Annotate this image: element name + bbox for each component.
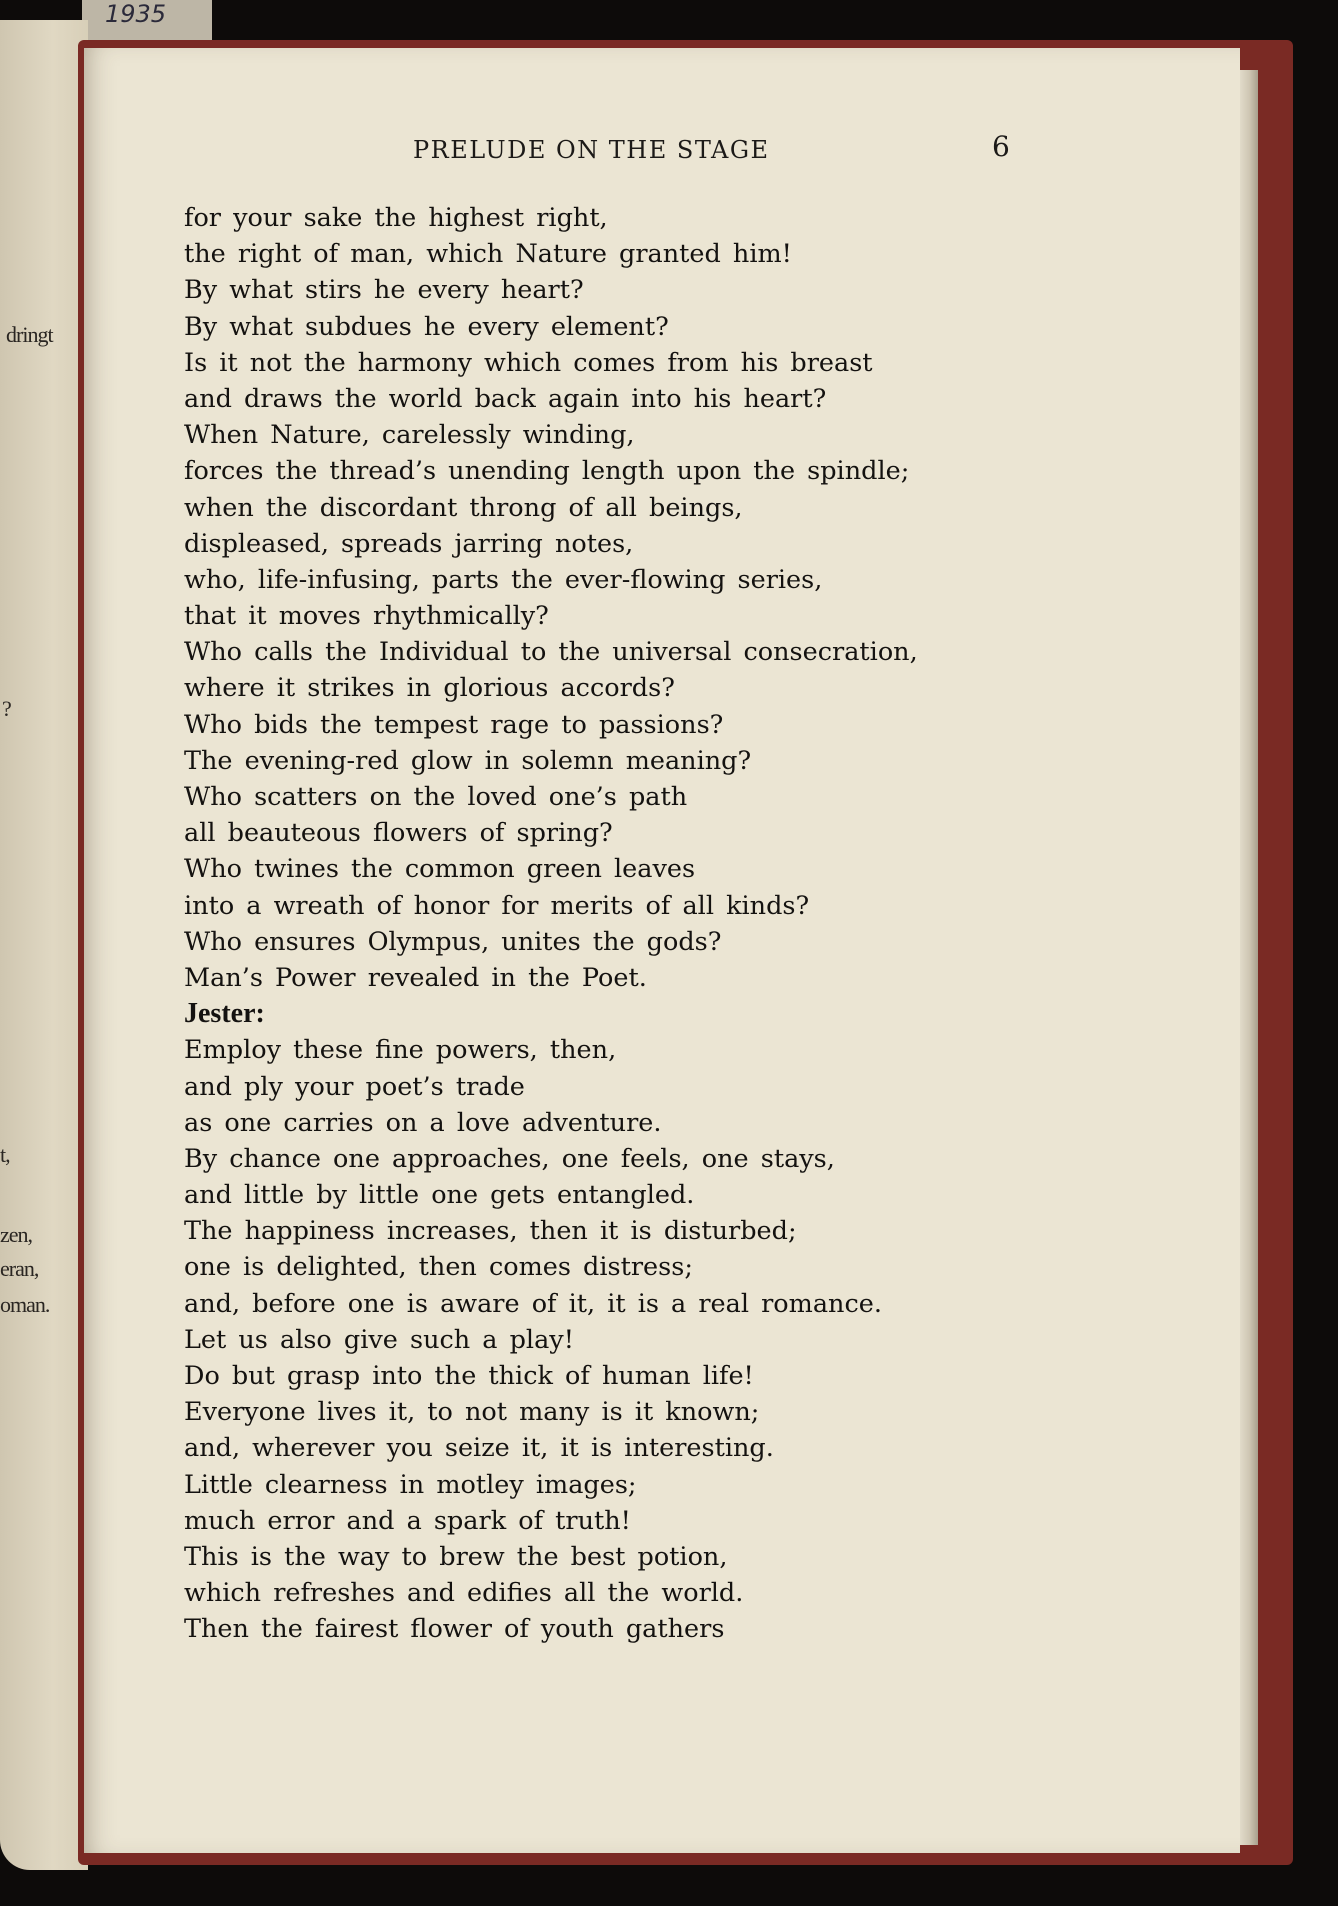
text-line: and ply your poet’s trade — [184, 1071, 525, 1102]
left-page-fragment: eran, — [0, 1256, 39, 1281]
text-line: Everyone lives it, to not many is it known; — [184, 1397, 760, 1428]
text-line: where it strikes in glorious accords? — [184, 673, 675, 704]
text-line: By what stirs he every heart? — [184, 275, 584, 306]
text-line: forces the thread’s unending length upon the spindle; — [184, 456, 910, 487]
text-line: displeased, spreads jarring notes, — [184, 528, 634, 559]
text-line: Let us also give such a play! — [184, 1324, 574, 1355]
left-page-fragment: dringt — [6, 322, 53, 347]
text-line: Who twines the common green leaves — [184, 854, 696, 885]
text-line: into a wreath of honor for merits of all kinds? — [184, 890, 810, 921]
poem-text — [184, 200, 1184, 1648]
text-line: that it moves rhythmically? — [184, 601, 549, 632]
page-number: 6 — [992, 130, 1010, 163]
text-line: for your sake the highest right, — [184, 203, 608, 233]
text-line: who, life-infusing, parts the ever-flowing series, — [184, 564, 823, 595]
text-line: which refreshes and edifies all the world. — [184, 1578, 744, 1609]
text-line: By what subdues he every element? — [184, 311, 669, 342]
text-line: Then the fairest flower of youth gathers — [184, 1614, 725, 1645]
text-line: The happiness increases, then it is disturbed; — [184, 1216, 797, 1247]
text-line: By chance one approaches, one feels, one stays, — [184, 1143, 835, 1174]
left-page-fragment: zen, — [0, 1222, 33, 1247]
text-line: one is delighted, then comes distress; — [184, 1252, 693, 1283]
text-line: all beauteous flowers of spring? — [184, 818, 613, 849]
left-facing-page — [0, 20, 88, 1870]
text-line: When Nature, carelessly winding, — [184, 420, 635, 451]
text-line: and, wherever you seize it, it is interesting. — [184, 1433, 774, 1464]
text-line: Who ensures Olympus, unites the gods? — [184, 926, 722, 957]
text-line: Employ these fine powers, then, — [184, 1035, 617, 1066]
text-line: and, before one is aware of it, it is a real romance. — [184, 1288, 882, 1319]
text-line: Who bids the tempest rage to passions? — [184, 709, 724, 740]
text-line: much error and a spark of truth! — [184, 1505, 631, 1536]
text-line: when the discordant throng of all beings, — [184, 492, 743, 523]
catalog-tag-label: 1935 — [105, 0, 167, 28]
text-line: as one carries on a love adventure. — [184, 1107, 662, 1138]
text-line: and draws the world back again into his heart? — [184, 383, 827, 414]
text-line: and little by little one gets entangled. — [184, 1180, 695, 1211]
left-page-fragment: ? — [2, 696, 11, 721]
speaker-heading: Jester: — [184, 998, 265, 1030]
text-line: Man’s Power revealed in the Poet. — [184, 962, 647, 993]
text-line: Do but grasp into the thick of human life! — [184, 1361, 754, 1391]
text-line: Is it not the harmony which comes from his breast — [184, 347, 873, 378]
text-line: This is the way to brew the best potion, — [184, 1541, 728, 1572]
left-page-fragment: t, — [0, 1142, 10, 1167]
running-head: PRELUDE ON THE STAGE — [413, 136, 770, 164]
text-line: Who calls the Individual to the universal consecration, — [184, 637, 918, 668]
text-line: Little clearness in motley images; — [184, 1469, 637, 1500]
text-line: the right of man, which Nature granted him! — [184, 239, 792, 270]
text-line: Who scatters on the loved one’s path — [184, 782, 688, 812]
left-page-fragment: oman. — [0, 1292, 50, 1317]
text-line: The evening-red glow in solemn meaning? — [184, 745, 752, 776]
